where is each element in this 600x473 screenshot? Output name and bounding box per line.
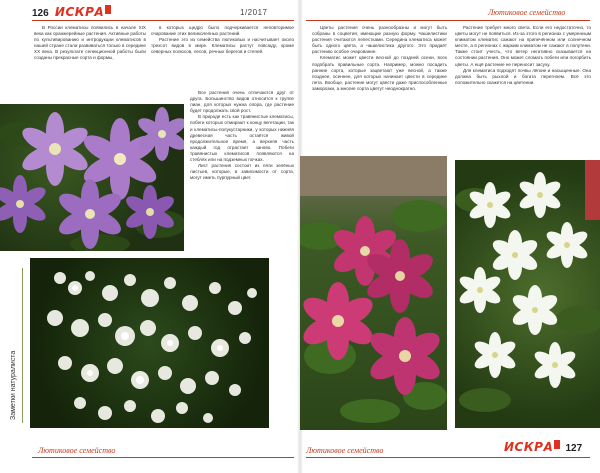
header-section-right: Лютиковое семейство: [488, 8, 566, 17]
logo-badge-right: [554, 440, 560, 449]
paragraph: Растение это из семейства лютиковых и насчитывает около трехсот видов в мире. Клематисы растут повсюду, кроме северных полюсов, лесов, речных берегов и степей.: [151, 37, 294, 55]
white-small-flowers-photo: [30, 258, 269, 428]
section-vertical-label: Заметки натуралиста: [10, 350, 17, 420]
paragraph: Цветы растения очень разнообразны и могут быть собраны в соцветия, имеющие разную форму. Чашелистики растения считаются лепестками. Середина клематиса может быть одного цвета, а чашелистика другого. Это придаёт растению особое очарование.: [312, 25, 447, 55]
footer-rule-right: [306, 457, 590, 458]
purple-clematis-photo: [0, 104, 184, 251]
text-col1-left: [34, 25, 146, 62]
text-col2-mid-left: [190, 90, 294, 181]
logo-right: ИСКРА: [504, 440, 554, 454]
issue-date: 1/2017: [240, 8, 268, 17]
text-col2-right: [455, 25, 591, 86]
text-col2-top-left: [151, 25, 294, 55]
logo-badge-left: [105, 5, 111, 14]
page-number-right: 127: [565, 443, 583, 454]
paragraph: в которых щедро было подчеркивается неповторимое очарование этих великолепных растений.: [151, 25, 294, 37]
right-page: [300, 0, 600, 473]
header-rule-left: [32, 20, 294, 21]
footer-section-left: Лютиковое семейство: [38, 446, 116, 455]
text-col1-right: [312, 25, 447, 92]
vertical-rule: [22, 268, 23, 423]
white-clematis-photo: [455, 160, 600, 428]
footer-section-right: Лютиковое семейство: [306, 446, 384, 455]
paragraph: Для клематиса подходят почвы лёгкие и насыщенные. Она должна быть рыхлой и богата перегноем. Всё это положительно скажется на цветении.: [455, 67, 591, 85]
logo-left: ИСКРА: [54, 5, 105, 19]
header-left: [32, 5, 111, 19]
pink-clematis-photo: [300, 156, 447, 430]
paragraph: В природе есть как травянистые клематисы, побеги которых отмирают к концу вегетации, так и клематисы-полукустарники, у которых нижняя древесная часть остаётся живой продолжительное время, а верхняя часть каждый год отрастает заново. Побеги травянистых клематисов появляются на стеблях или на подземных почках.: [190, 114, 294, 163]
footer-rule-left: [32, 457, 294, 458]
page-number-left: 126: [32, 8, 49, 19]
paragraph: Растение требует много света. Если его недостаточно, то цветы могут не появиться. Из-за этого в регионах с умеренным климатом клематис сажают на припечённом или солнечном месте, а в регионах с жарким климатом не сажают в полутени. Также стоит учесть, что ветер негативно сказывается на состоянии растения. Оно может сломать побеги или погорбить цветы. А ещё растение не переносит засуху.: [455, 25, 591, 67]
header-rule-right: [306, 20, 590, 21]
paragraph: В России клематисы появились в начале XIX века как оранжерейные растения. Активные работы по культивированию и интродукции клематисов в нашей стране стали развиваться только в середине XX века. В результате селекционной работы были созданы прекрасные сорта и формы,: [34, 25, 146, 61]
paragraph: Клематис может цвести весной до поздней осени, всех подобрать правильные сорта. Например, можно посадить ранние сорта, которые зацветают уже весной, а также позднее, осеннее, для которых начинает цвести в середине лета. Вообще, растение могут цвести даже приспособленные заморозки, а многие сорта цветут неоднократно.: [312, 55, 447, 91]
footer-logo-group-right: [504, 440, 582, 454]
paragraph: Лист растения состоит из пяти зелёных листьев, которые, в зависимости от сорта, могут иметь пурпурный цвет.: [190, 163, 294, 181]
paragraph: Все растения очень отличаются друг от друга. Большинство видов относится к группе лиан, для которых нужна опора, где растение будет продолжать свой рост.: [190, 90, 294, 114]
